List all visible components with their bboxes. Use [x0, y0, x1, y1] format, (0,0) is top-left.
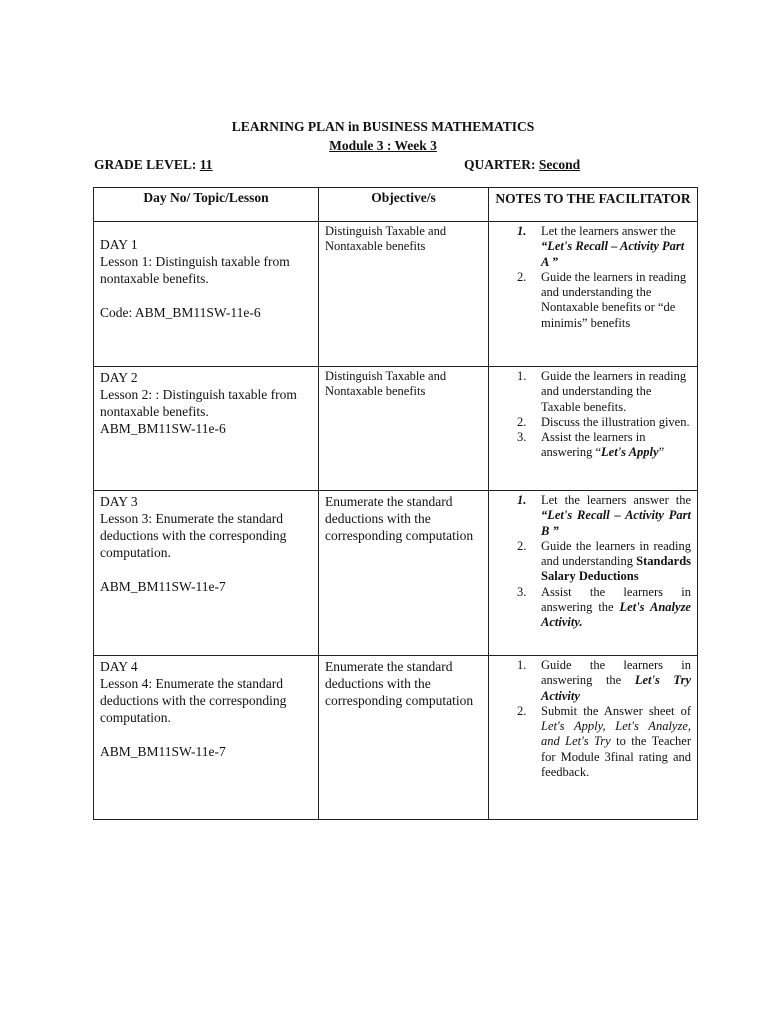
- grade-value: 11: [199, 157, 213, 172]
- lesson-text: Lesson 1: Distinguish taxable from nontaxable benefits.: [100, 254, 290, 286]
- notes-cell: [489, 222, 698, 367]
- day-label: DAY 3: [100, 494, 138, 509]
- learning-plan-table: [93, 187, 698, 820]
- note-item: 1. Guide the learners in answering the Let's Try Activity: [517, 658, 691, 703]
- grade-label: GRADE LEVEL:: [94, 157, 197, 172]
- table-row: [94, 491, 698, 656]
- note-item: 2. Guide the learners in reading and understanding the Nontaxable benefits or “de minimis” benefits: [517, 269, 687, 330]
- note-item: 3. Assist the learners in answering “Let's Apply”: [517, 430, 665, 460]
- objective-cell: Distinguish Taxable and Nontaxable benefits: [319, 222, 489, 367]
- table-row: [94, 656, 698, 820]
- topic-cell: [94, 367, 319, 491]
- note-item: 3. Assist the learners in answering the Let's Analyze Activity.: [517, 584, 691, 630]
- topic-cell: [94, 491, 319, 656]
- objective-cell: Enumerate the standard deductions with the corresponding computation: [319, 491, 489, 656]
- notes-cell: [489, 491, 698, 656]
- day-label: DAY 2: [100, 370, 138, 385]
- column-header-objective: Objective/s: [319, 188, 489, 222]
- grade-level: [94, 157, 213, 173]
- document-title: LEARNING PLAN in BUSINESS MATHEMATICS: [231, 119, 535, 134]
- lesson-code: ABM_BM11SW-11e-7: [100, 579, 226, 594]
- topic-cell: [94, 222, 319, 367]
- note-item: 2. Guide the learners in reading and understanding Standards Salary Deductions: [517, 538, 692, 584]
- lesson-code: ABM_BM11SW-11e-7: [100, 744, 226, 759]
- objective-cell: Distinguish Taxable and Nontaxable benefits: [319, 367, 489, 491]
- note-item: 1. Let the learners answer the “Let's Recall – Activity Part B ”: [517, 493, 691, 538]
- quarter: [464, 157, 580, 173]
- lesson-code: ABM_BM11SW-11e-6: [100, 421, 226, 436]
- topic-cell: [94, 656, 319, 820]
- table-row: [94, 222, 698, 367]
- note-item: 1. Guide the learners in reading and understanding the Taxable benefits.: [517, 369, 687, 414]
- lesson-code: Code: ABM_BM11SW-11e-6: [100, 305, 261, 320]
- notes-cell: [489, 367, 698, 491]
- document-subtitle: Module 3 : Week 3: [329, 138, 437, 153]
- day-label: DAY 1: [100, 237, 138, 252]
- quarter-label: QUARTER:: [464, 157, 536, 172]
- notes-cell: [489, 656, 698, 820]
- lesson-text: Lesson 4: Enumerate the standard deductions with the corresponding computation.: [100, 676, 287, 725]
- table-header-row: [94, 188, 698, 222]
- table-row: [94, 367, 698, 491]
- day-label: DAY 4: [100, 659, 138, 674]
- note-item: 1. Let the learners answer the “Let's Recall – Activity Part A ”: [517, 224, 685, 269]
- column-header-topic: Day No/ Topic/Lesson: [94, 188, 319, 222]
- quarter-value: Second: [538, 157, 581, 172]
- column-header-notes: NOTES TO THE FACILITATOR: [489, 188, 698, 222]
- objective-cell: Enumerate the standard deductions with the corresponding computation: [319, 656, 489, 820]
- lesson-text: Lesson 2: : Distinguish taxable from nontaxable benefits.: [100, 387, 297, 419]
- note-item: 2. Submit the Answer sheet of Let's Apply, Let's Analyze, and Let's Try to the Teacher for Module 3final rating and feedback.: [517, 703, 692, 780]
- note-item: 2. Discuss the illustration given.: [517, 414, 690, 429]
- lesson-text: Lesson 3: Enumerate the standard deductions with the corresponding computation.: [100, 511, 287, 560]
